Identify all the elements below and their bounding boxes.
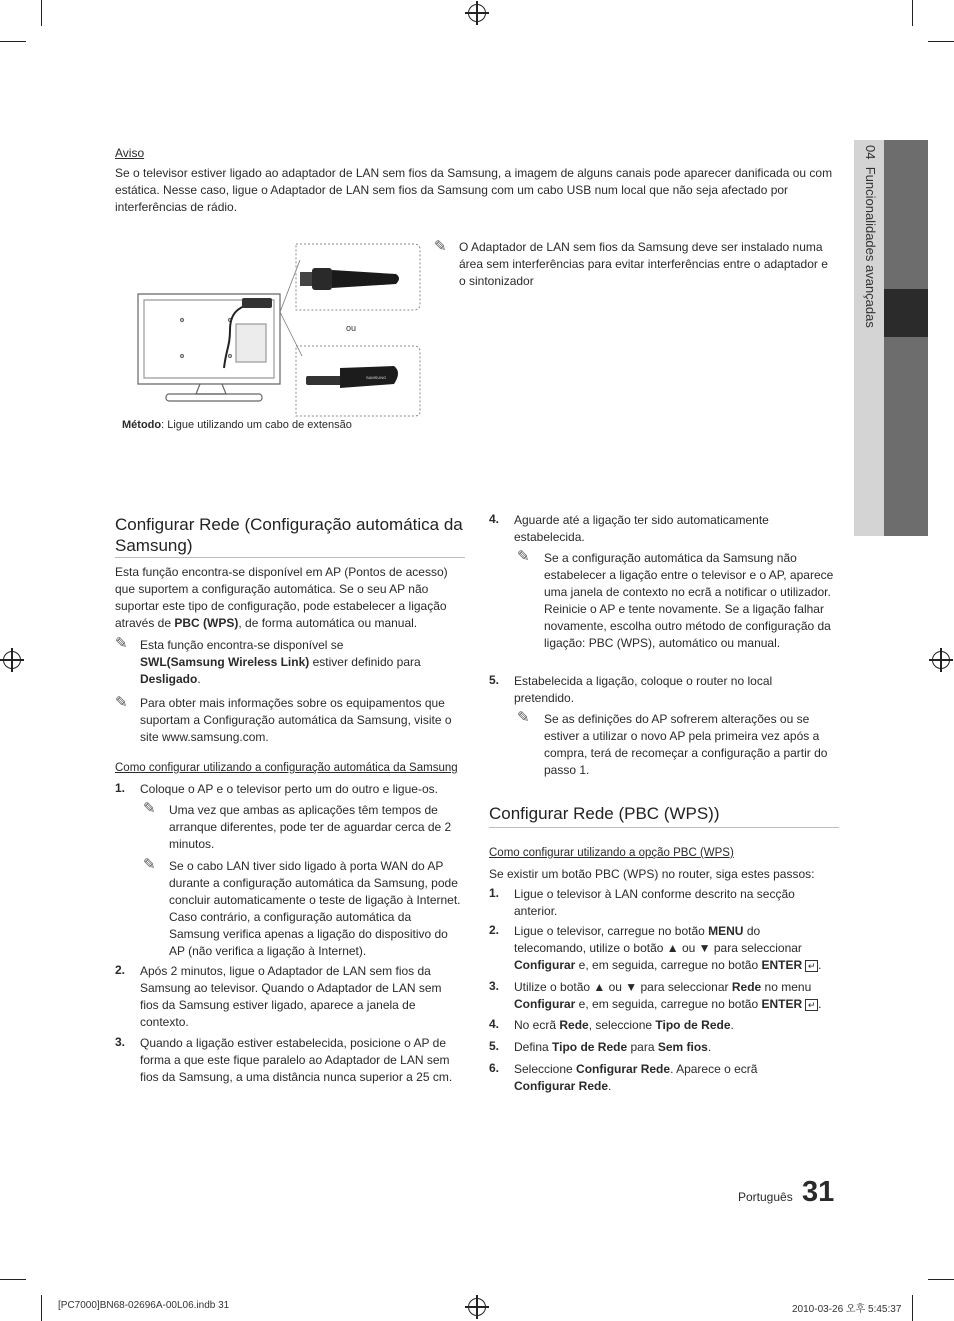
pbc-intro: Se existir um botão PBC (WPS) no router, siga estes passos:	[489, 867, 815, 881]
step-number: 4.	[489, 1017, 500, 1031]
step-number: 2.	[489, 923, 500, 937]
menu-item-label: Tipo de Rede	[552, 1040, 628, 1054]
step1-note-1: Uma vez que ambas as aplicações têm tempos de arranque diferentes, pode ter de aguardar cerca de 2 minutos.	[169, 803, 452, 851]
crop-mark	[928, 1279, 954, 1280]
caption-text: : Ligue utilizando um cabo de extensão	[161, 419, 352, 431]
auto-note-2: Para obter mais informações sobre os equipamentos que suportam a Configuração automática da Samsung, visite o site www.samsung.com.	[140, 696, 452, 744]
menu-item-label: Rede	[559, 1018, 589, 1032]
registration-mark-icon	[3, 651, 21, 669]
step-number: 1.	[489, 886, 500, 900]
step-text: do telecomando, utilize o botão ▲ ou ▼ para seleccionar	[514, 924, 802, 955]
footer-date: 2010-03-26 오후 5:45:37	[792, 1304, 902, 1315]
step5-note: Se as definições do AP sofrerem alterações ou se estiver a utilizar o novo AP pela primeira vez após a compra, terá de recomeçar a configuração a partir do passo 1.	[544, 712, 828, 777]
intro-bold: PBC (WPS)	[174, 616, 239, 630]
note-pencil-icon: ✎	[434, 238, 447, 255]
auto-step-3: Quando a ligação estiver estabelecida, posicione o AP de forma a que este fique paralelo ao Adaptador de LAN sem fios da Samsung, a uma distância nunca superior a 25 cm.	[140, 1036, 453, 1084]
menu-item-label: Tipo de Rede	[655, 1018, 731, 1032]
step-text: .	[818, 958, 822, 972]
pbc-step-3	[514, 979, 834, 1013]
pbc-step-4	[514, 1017, 834, 1034]
note-text: .	[197, 672, 201, 686]
section-heading-pbc: Configurar Rede (PBC (WPS))	[489, 804, 720, 823]
registration-mark-icon	[468, 1298, 486, 1316]
svg-text:SAMSUNG: SAMSUNG	[366, 375, 387, 380]
step-text: Defina	[514, 1040, 553, 1054]
pbc-step-2	[514, 923, 829, 974]
crop-mark	[0, 1279, 26, 1280]
step-number: 4.	[489, 512, 500, 526]
step-text: No ecrã	[514, 1018, 560, 1032]
crop-mark	[41, 1295, 42, 1321]
note-pencil-icon: ✎	[143, 800, 156, 817]
step-text: Ligue o televisor, carregue no botão	[514, 924, 709, 938]
section-rule	[489, 827, 839, 828]
caption-label: Método	[122, 419, 162, 431]
auto-step-2: Após 2 minutos, ligue o Adaptador de LAN sem fios da Samsung ao televisor. Quando o Adaptador de LAN sem fios da Samsung estiver ligado, aparece a janela de contexto.	[140, 964, 442, 1029]
sidebar-chapter-number: 04	[863, 145, 878, 160]
crop-mark	[41, 0, 42, 26]
figure-caption	[122, 417, 352, 433]
step-text: Seleccione	[514, 1062, 577, 1076]
auto-note-1	[140, 637, 465, 688]
step-text: Utilize o botão ▲ ou ▼ para seleccionar	[514, 980, 732, 994]
auto-step-5: Estabelecida a ligação, coloque o router no local pretendido.	[514, 674, 773, 705]
step-text: .	[608, 1079, 612, 1093]
pbc-step-1: Ligue o televisor à LAN conforme descrito na secção anterior.	[514, 887, 795, 918]
menu-item-label: Rede	[731, 980, 762, 994]
step-number: 2.	[115, 963, 126, 977]
step-text: para	[627, 1040, 658, 1054]
menu-item-label: Sem fios	[657, 1040, 708, 1054]
note-pencil-icon: ✎	[115, 635, 128, 652]
step-text: no menu	[761, 980, 812, 994]
step4-note: Se a configuração automática da Samsung não estabelecer a ligação entre o televisor e o AP, aparece uma janela de contexto no ecrã a notificar o utilizador. Reinicie o AP e tente novamente. Se a ligação falhar novamente, escolha outro método de configuração da ligação: PBC (WPS), automático ou manual.	[544, 551, 834, 650]
note-pencil-icon: ✎	[115, 694, 128, 711]
section-heading-auto: Configurar Rede (Configuração automática da Samsung)	[115, 515, 463, 555]
menu-item-label: Configurar	[514, 997, 576, 1011]
notice-heading: Aviso	[115, 146, 145, 160]
note-pencil-icon: ✎	[517, 709, 530, 726]
step-text: e, em seguida, carregue no botão	[575, 958, 762, 972]
step-number: 3.	[115, 1035, 126, 1049]
crop-mark	[912, 1295, 913, 1321]
step-number: 5.	[489, 673, 500, 687]
note-text: Esta função encontra-se disponível se	[140, 638, 344, 652]
note-pencil-icon: ✎	[517, 548, 530, 565]
crop-mark	[912, 0, 913, 26]
auto-step-4: Aguarde até a ligação ter sido automaticamente estabelecida.	[514, 513, 769, 544]
tv-back-icon	[138, 294, 280, 401]
menu-item-label: Configurar Rede	[576, 1062, 671, 1076]
notice-body: Se o televisor estiver ligado ao adaptador de LAN sem fios da Samsung, a imagem de alguns canais pode aparecer danificada ou com estática. Nesse caso, ligue o Adaptador de LAN sem fios da Samsung com um cabo USB num local que não seja afectado por interferências de rádio.	[115, 166, 833, 214]
step1-note-2: Se o cabo LAN tiver sido ligado à porta WAN do AP durante a configuração automática da Samsung, pode concluir automaticamente o teste de ligação à Internet. Caso contrário, a configuração automática da Samsung verifica apenas a ligação do dispositivo do AP (não verifica a ligação à Internet).	[169, 859, 461, 958]
menu-item-label: Configurar Rede	[514, 1079, 609, 1093]
figure-note: O Adaptador de LAN sem fios da Samsung deve ser instalado numa área sem interferências para evitar interferências entre o adaptador e o sintonizador	[459, 240, 828, 288]
intro-text-end: , de forma automática ou manual.	[238, 616, 418, 630]
sidebar-title: Funcionalidades avançadas	[863, 166, 878, 328]
auto-step-1: Coloque o AP e o televisor perto um do outro e ligue-os.	[140, 782, 438, 796]
or-label: ou	[346, 323, 357, 333]
step-number: 3.	[489, 979, 500, 993]
usb-plug	[242, 298, 272, 308]
menu-button-label: MENU	[708, 924, 744, 938]
menu-item-label: Configurar	[514, 958, 576, 972]
step-text: , seleccione	[588, 1018, 656, 1032]
step-text: . Aparece o ecrã	[670, 1062, 758, 1076]
wifi-adapter-icon	[300, 268, 399, 290]
enter-icon: ↵	[805, 999, 818, 1011]
sidebar-chapter-title	[863, 145, 878, 328]
usb-stick-icon	[306, 366, 398, 388]
crop-mark	[0, 41, 26, 42]
pbc-step-5	[514, 1039, 834, 1056]
enter-icon: ↵	[805, 960, 818, 972]
auto-intro	[115, 564, 465, 632]
intro-text: Esta função encontra-se disponível em AP (Pontos de acesso) que suportem a configuração automática. Se o seu AP não suportar este tipo de configuração, pode estabelecer a ligação através de	[115, 565, 448, 630]
footer-file: [PC7000]BN68-02696A-00L06.indb 31	[58, 1300, 230, 1311]
step-number: 5.	[489, 1039, 500, 1053]
step-text: .	[818, 997, 822, 1011]
page-number: 31	[802, 1176, 835, 1208]
pbc-step-6	[514, 1061, 834, 1095]
note-bold: Desligado	[140, 672, 198, 686]
sidebar-tab-dark	[884, 140, 928, 536]
step-text: e, em seguida, carregue no botão	[575, 997, 762, 1011]
footer-language: Português	[738, 1190, 793, 1204]
note-text: estiver definido para	[309, 655, 421, 669]
enter-button-label: ENTER	[761, 958, 803, 972]
note-pencil-icon: ✎	[143, 856, 156, 873]
tv-lan-diagram	[130, 238, 430, 418]
pbc-subheading: Como configurar utilizando a opção PBC (WPS)	[489, 847, 734, 859]
registration-mark-icon	[932, 651, 950, 669]
step-text: .	[707, 1040, 712, 1054]
section-rule	[115, 557, 465, 558]
registration-mark-icon	[468, 4, 486, 22]
sidebar-tab-active	[884, 289, 928, 337]
note-bold: SWL(Samsung Wireless Link)	[140, 655, 310, 669]
crop-mark	[928, 41, 954, 42]
step-number: 1.	[115, 781, 126, 795]
enter-button-label: ENTER	[761, 997, 803, 1011]
auto-subheading: Como configurar utilizando a configuração automática da Samsung	[115, 762, 458, 774]
step-number: 6.	[489, 1061, 500, 1075]
step-text: .	[730, 1018, 734, 1032]
